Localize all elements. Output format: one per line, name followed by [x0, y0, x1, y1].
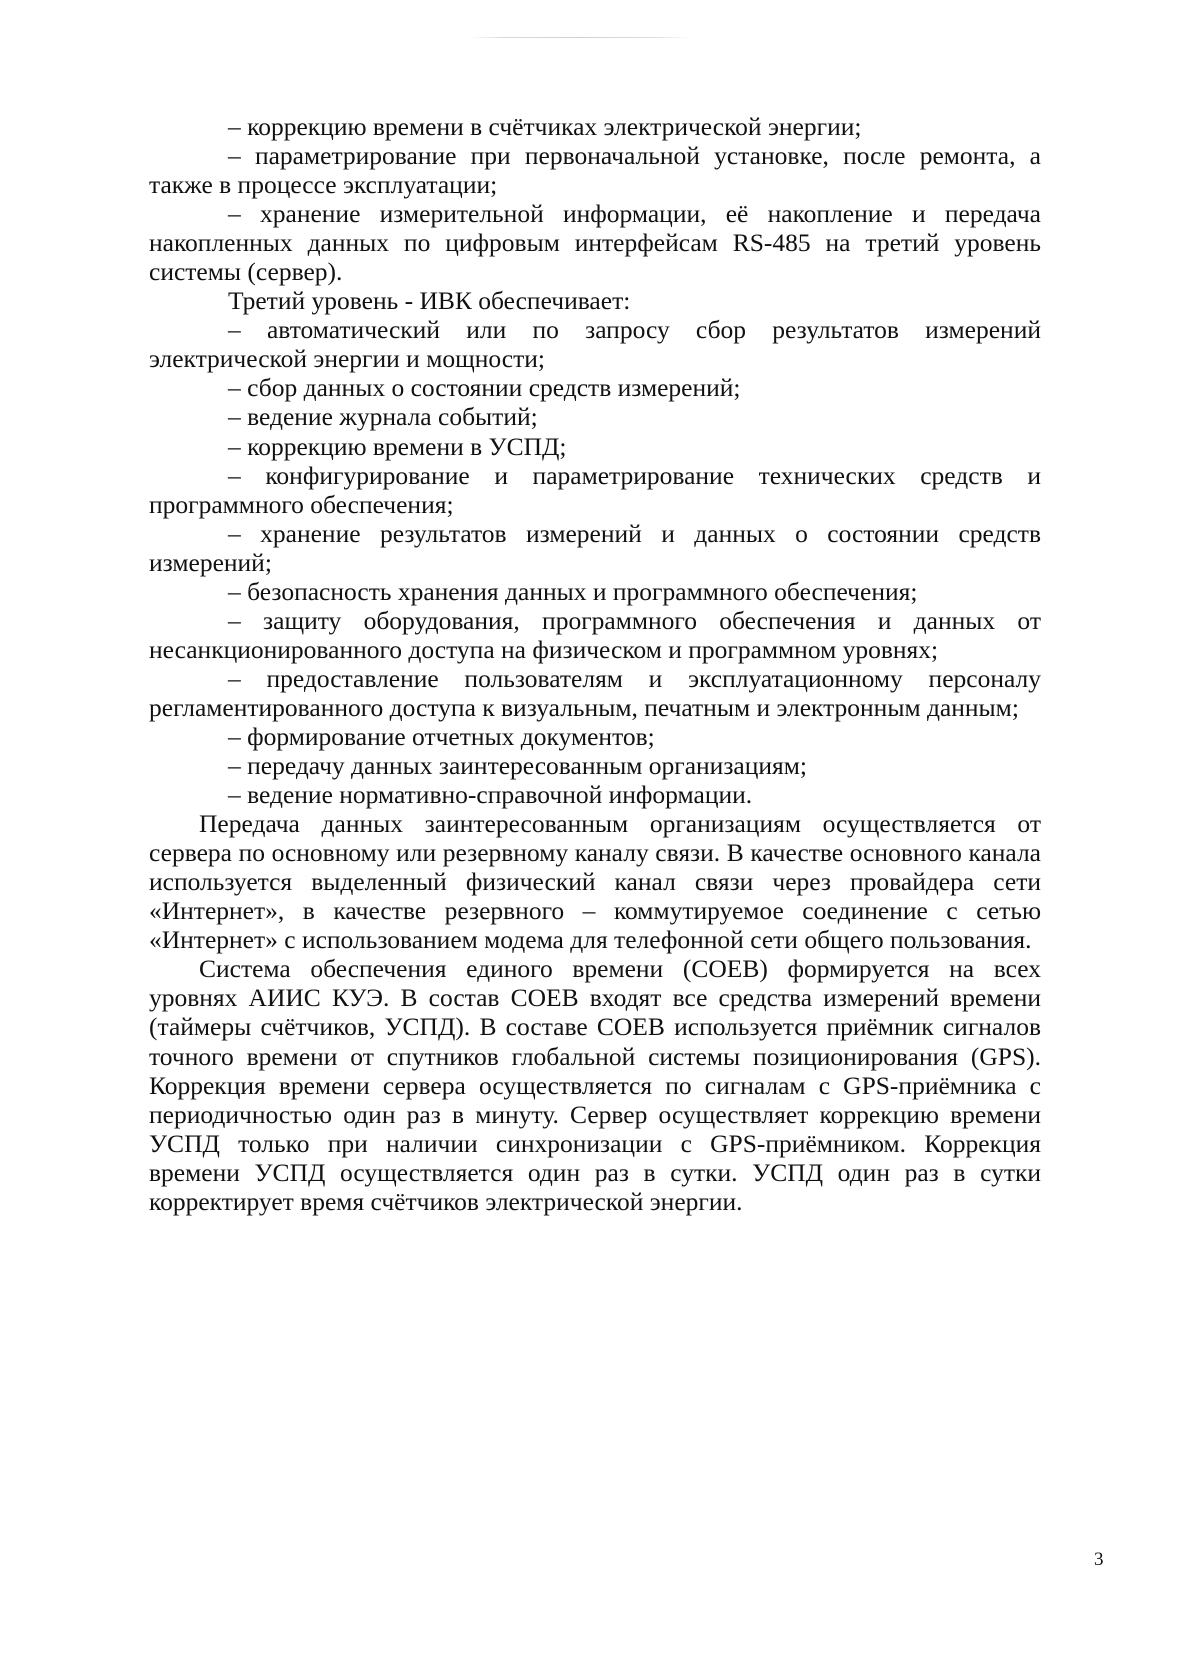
list-item: – предоставление пользователям и эксплуатационному персоналу регламентированного доступа к визуальным, печатным и электронным данным; [149, 663, 1041, 722]
list-item: – коррекцию времени в УСПД; [228, 431, 567, 461]
list-item: – ведение журнала событий; [228, 402, 538, 432]
document-body [149, 112, 1041, 1216]
list-item: – безопасность хранения данных и программного обеспечения; [228, 576, 918, 606]
scan-artifact [470, 37, 690, 38]
page-number: 3 [1094, 1549, 1104, 1570]
list-item: – хранение измерительной информации, её накопление и передача накопленных данных по цифровым интерфейсам RS-485 на третий уровень системы (сервер). [149, 199, 1041, 287]
list-item: – ведение нормативно-справочной информации. [228, 780, 753, 810]
list-item: – конфигурирование и параметрирование технических средств и программного обеспечения; [149, 460, 1041, 519]
section-lead: Третий уровень - ИВК обеспечивает: [228, 286, 631, 316]
list-item: – хранение результатов измерений и данных о состоянии средств измерений; [149, 518, 1041, 577]
paragraph-data-transfer: Передача данных заинтересованным организациям осуществляется от сервера по основному или резервному каналу связи. В качестве основного канала используется выделенный физический канал связи через провайдера сети «Интернет», в качестве резервного – коммутируемое соединение с сетью «Интернет» с использованием модема для телефонной сети общего пользования. [149, 809, 1041, 955]
paragraph-time-sync: Система обеспечения единого времени (СОЕВ) формируется на всех уровнях АИИС КУЭ. В состав СОЕВ входят все средства измерений времени (таймеры счётчиков, УСПД). В составе СОЕВ используется приёмник сигналов точного времени от спутников глобальной системы позиционирования (GPS). Коррекция времени сервера осуществляется по сигналам с GPS-приёмника с периодичностью один раз в минуту. Сервер осуществляет коррекцию времени УСПД только при наличии синхронизации с GPS-приёмником. Коррекция времени УСПД осуществляется один раз в сутки. УСПД один раз в сутки корректирует время счётчиков электрической энергии. [149, 954, 1041, 1216]
list-item: – сбор данных о состоянии средств измерений; [228, 373, 741, 403]
list-item: – передачу данных заинтересованным организациям; [228, 751, 807, 781]
list-item: – коррекцию времени в счётчиках электрической энергии; [228, 112, 862, 141]
list-item: – формирование отчетных документов; [228, 721, 655, 751]
list-item: – защиту оборудования, программного обеспечения и данных от несанкционированного доступа на физическом и программном уровнях; [149, 605, 1041, 664]
list-item: – параметрирование при первоначальной установке, после ремонта, а также в процессе эксплуатации; [149, 141, 1041, 200]
list-item: – автоматический или по запросу сбор результатов измерений электрической энергии и мощности; [149, 315, 1041, 374]
